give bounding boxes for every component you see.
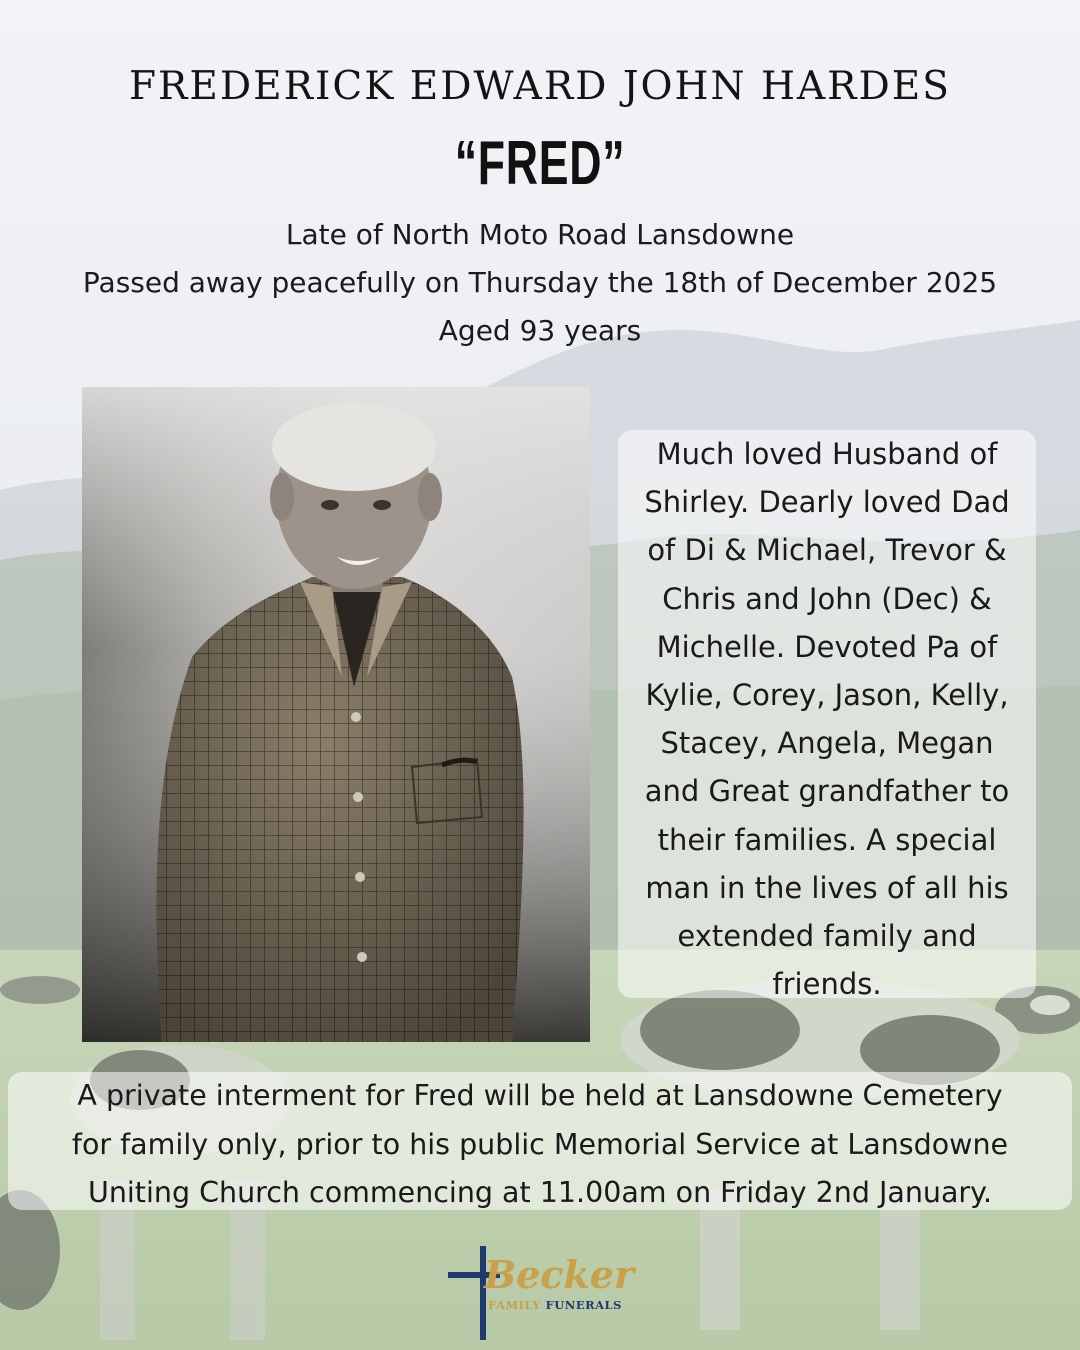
eulogy-line: their families. A special <box>657 822 997 857</box>
age-line: Aged 93 years <box>438 314 642 347</box>
eulogy-line: Much loved Husband of <box>656 437 998 471</box>
service-line: for family only, prior to his public Memorial Service at Lansdowne <box>71 1127 1009 1161</box>
residence-line: Late of North Moto Road Lansdowne <box>285 218 795 251</box>
passing-line: Passed away peacefully on Thursday the 18th of December 2025 <box>82 266 998 299</box>
eulogy-line: extended family and <box>677 919 977 954</box>
deceased-nickname: “FRED” <box>454 129 626 198</box>
eulogy-line: man in the lives of all his <box>645 870 1009 905</box>
portrait-photo <box>82 387 590 1042</box>
logo-sub-family: FAMILY <box>488 1298 542 1312</box>
eulogy-line: Stacey, Angela, Megan <box>660 726 994 761</box>
eulogy-line: Kylie, Corey, Jason, Kelly, <box>645 678 1009 713</box>
deceased-full-name: FREDERICK EDWARD JOHN HARDES <box>129 64 951 109</box>
eulogy-text <box>618 430 1036 1008</box>
eulogy-line: of Di & Michael, Trevor & <box>647 533 1007 568</box>
eulogy-line: Michelle. Devoted Pa of <box>656 629 998 664</box>
service-details <box>8 1072 1072 1218</box>
eulogy-line: friends. <box>772 967 882 1002</box>
logo-sub-funerals: FUNERALS <box>545 1298 622 1312</box>
service-line: A private interment for Fred will be held at Lansdowne Cemetery <box>77 1079 1003 1112</box>
eulogy-line: and Great grandfather to <box>644 774 1010 809</box>
eulogy-line: Shirley. Dearly loved Dad <box>644 485 1010 520</box>
logo-wordmark: Becker <box>484 1252 634 1297</box>
logo-subtitle <box>488 1298 622 1312</box>
service-line: Uniting Church commencing at 11.00am on Friday 2nd January. <box>87 1176 993 1209</box>
eulogy-line: Chris and John (Dec) & <box>662 581 992 616</box>
